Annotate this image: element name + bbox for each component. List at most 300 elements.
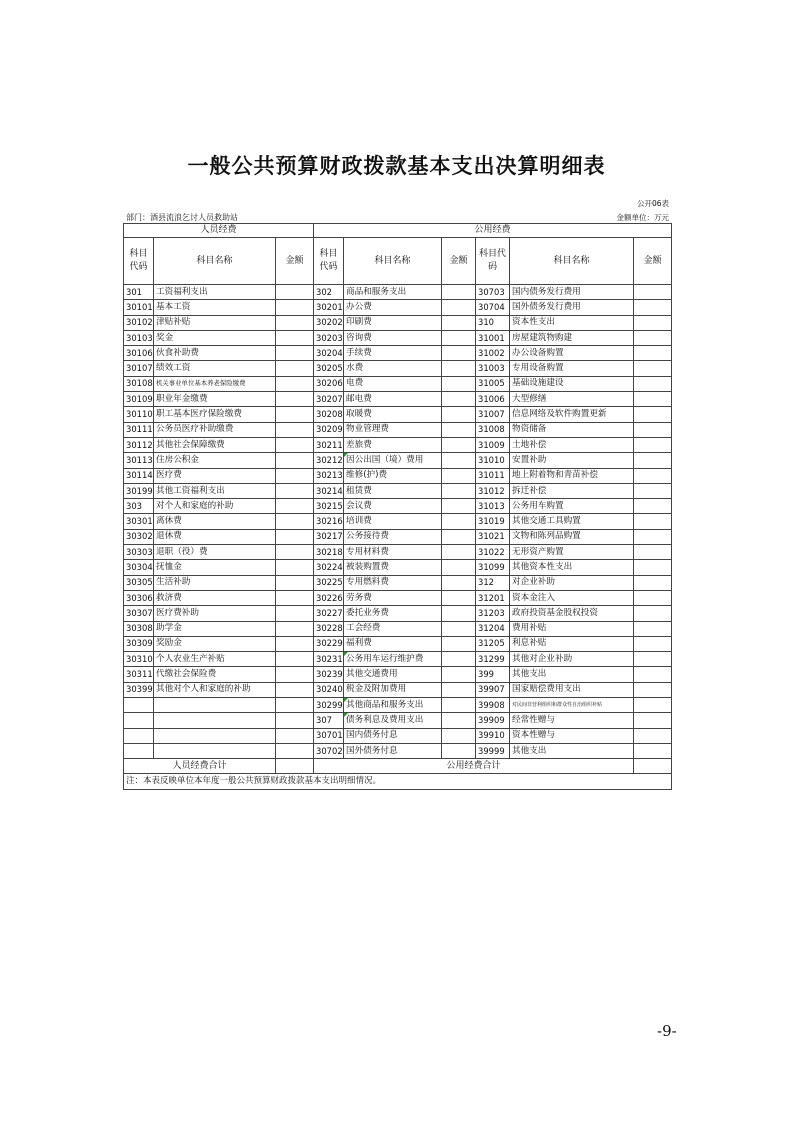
amount-cell — [634, 346, 672, 361]
amount-cell — [276, 361, 314, 376]
amount-cell — [442, 468, 476, 483]
subject-name-cell: 电费 — [344, 376, 442, 391]
table-row — [124, 560, 672, 575]
subject-code-cell: 30226 — [314, 590, 344, 605]
subject-code-cell — [124, 743, 154, 758]
amount-cell — [276, 468, 314, 483]
subject-name-cell: 办公设备购置 — [510, 346, 634, 361]
subject-code-cell: 30212 — [314, 453, 344, 468]
subject-name-cell: 税金及附加费用 — [344, 682, 442, 697]
subject-code-cell: 30201 — [314, 300, 344, 315]
subject-name-cell: 国家赔偿费用支出 — [510, 682, 634, 697]
amount-cell — [634, 483, 672, 498]
amount-cell — [442, 285, 476, 300]
subject-code-cell: 31205 — [476, 636, 510, 651]
subject-code-cell: 30206 — [314, 376, 344, 391]
subject-name-cell: 取暖费 — [344, 407, 442, 422]
subject-code-cell: 30305 — [124, 575, 154, 590]
subject-code-cell: 31007 — [476, 407, 510, 422]
col-header-name-1: 科目名称 — [154, 238, 276, 285]
amount-cell — [442, 361, 476, 376]
subject-code-cell: 31204 — [476, 621, 510, 636]
amount-cell — [276, 437, 314, 452]
subject-name-cell: 资本性赠与 — [510, 728, 634, 743]
subject-code-cell: 30702 — [314, 743, 344, 758]
subject-code-cell: 30114 — [124, 468, 154, 483]
personnel-total-label: 人员经费合计 — [124, 759, 276, 774]
page-title: 一般公共预算财政拨款基本支出决算明细表 — [187, 154, 606, 178]
subject-code-cell: 39909 — [476, 713, 510, 728]
amount-cell — [276, 499, 314, 514]
table-row — [124, 499, 672, 514]
subject-name-cell — [154, 743, 276, 758]
subject-code-cell: 30106 — [124, 346, 154, 361]
subject-code-cell: 30704 — [476, 300, 510, 315]
col-header-code-3: 科目代码 — [476, 238, 510, 285]
amount-cell — [634, 285, 672, 300]
subject-name-cell: 信息网络及软件购置更新 — [510, 407, 634, 422]
subject-code-cell: 30112 — [124, 437, 154, 452]
amount-cell — [276, 285, 314, 300]
amount-cell — [442, 499, 476, 514]
amount-cell — [276, 682, 314, 697]
subject-name-cell: 离休费 — [154, 514, 276, 529]
subject-name-cell: 房屋建筑物购建 — [510, 330, 634, 345]
subject-name-cell: 邮电费 — [344, 392, 442, 407]
col-header-name-2: 科目名称 — [344, 238, 442, 285]
public-total-label: 公用经费合计 — [314, 759, 634, 774]
table-row — [124, 300, 672, 315]
amount-cell — [442, 652, 476, 667]
table-row — [124, 330, 672, 345]
table-row — [124, 453, 672, 468]
subject-code-cell: 30303 — [124, 545, 154, 560]
table-row — [124, 698, 672, 713]
subject-name-cell: 奖金 — [154, 330, 276, 345]
amount-cell — [276, 575, 314, 590]
subject-name-cell: 培训费 — [344, 514, 442, 529]
amount-cell — [634, 453, 672, 468]
amount-cell — [634, 468, 672, 483]
subject-name-cell: 印刷费 — [344, 315, 442, 330]
subject-code-cell: 30306 — [124, 590, 154, 605]
amount-cell — [442, 575, 476, 590]
subject-name-cell: 物业管理费 — [344, 422, 442, 437]
col-header-name-3: 科目名称 — [510, 238, 634, 285]
subject-code-cell: 39910 — [476, 728, 510, 743]
subject-code-cell: 31010 — [476, 453, 510, 468]
subject-code-cell: 30108 — [124, 376, 154, 391]
amount-cell — [442, 590, 476, 605]
amount-cell — [276, 315, 314, 330]
amount-cell — [634, 606, 672, 621]
subject-name-cell: 代缴社会保险费 — [154, 667, 276, 682]
amount-cell — [276, 636, 314, 651]
amount-cell — [442, 682, 476, 697]
amount-cell — [442, 743, 476, 758]
subject-name-cell: 工会经费 — [344, 621, 442, 636]
group-header-row — [124, 224, 672, 238]
amount-cell — [442, 606, 476, 621]
subject-name-cell: 国外债务发行费用 — [510, 300, 634, 315]
table-row — [124, 468, 672, 483]
subject-code-cell: 30101 — [124, 300, 154, 315]
subject-code-cell: 30203 — [314, 330, 344, 345]
amount-cell — [276, 483, 314, 498]
subject-code-cell: 30214 — [314, 483, 344, 498]
amount-cell — [442, 698, 476, 713]
col-header-amount-3: 金额 — [634, 238, 672, 285]
amount-cell — [442, 437, 476, 452]
subject-code-cell: 30110 — [124, 407, 154, 422]
table-row — [124, 667, 672, 682]
amount-cell — [442, 560, 476, 575]
subject-code-cell: 30307 — [124, 606, 154, 621]
subject-code-cell: 39907 — [476, 682, 510, 697]
subject-code-cell: 30228 — [314, 621, 344, 636]
subject-name-cell: 债务利息及费用支出 — [344, 713, 442, 728]
amount-cell — [634, 361, 672, 376]
amount-cell — [276, 713, 314, 728]
amount-cell — [442, 422, 476, 437]
amount-cell — [276, 376, 314, 391]
subject-code-cell: 30207 — [314, 392, 344, 407]
amount-cell — [276, 667, 314, 682]
subject-code-cell: 31022 — [476, 545, 510, 560]
subject-name-cell: 福利费 — [344, 636, 442, 651]
amount-cell — [634, 713, 672, 728]
subject-code-cell: 302 — [314, 285, 344, 300]
subject-name-cell: 资本性支出 — [510, 315, 634, 330]
amount-cell — [634, 682, 672, 697]
amount-cell — [634, 330, 672, 345]
subject-code-cell: 30308 — [124, 621, 154, 636]
subject-name-cell: 办公费 — [344, 300, 442, 315]
subject-name-cell: 其他支出 — [510, 743, 634, 758]
totals-row — [124, 759, 672, 774]
amount-cell — [442, 300, 476, 315]
table-note: 注：本表反映单位本年度一般公共预算财政拨款基本支出明细情况。 — [124, 774, 672, 790]
subject-code-cell: 310 — [476, 315, 510, 330]
subject-name-cell: 对企业补助 — [510, 575, 634, 590]
subject-code-cell: 30202 — [314, 315, 344, 330]
amount-cell — [442, 376, 476, 391]
subject-code-cell: 31021 — [476, 529, 510, 544]
subject-name-cell: 水费 — [344, 361, 442, 376]
subject-code-cell: 30239 — [314, 667, 344, 682]
table-row — [124, 590, 672, 605]
amount-cell — [634, 422, 672, 437]
subject-name-cell: 医疗费 — [154, 468, 276, 483]
subject-name-cell: 救济费 — [154, 590, 276, 605]
subject-name-cell: 职业年金缴费 — [154, 392, 276, 407]
subject-name-cell — [154, 698, 276, 713]
subject-name-cell: 抚恤金 — [154, 560, 276, 575]
subject-code-cell: 30701 — [314, 728, 344, 743]
subject-code-cell: 30209 — [314, 422, 344, 437]
subject-code-cell: 39908 — [476, 698, 510, 713]
subject-code-cell: 30216 — [314, 514, 344, 529]
table-row — [124, 361, 672, 376]
amount-cell — [634, 698, 672, 713]
subject-name-cell: 基础设施建设 — [510, 376, 634, 391]
amount-cell — [276, 743, 314, 758]
subject-name-cell: 助学金 — [154, 621, 276, 636]
subject-code-cell: 30199 — [124, 483, 154, 498]
table-row — [124, 713, 672, 728]
subject-code-cell: 30215 — [314, 499, 344, 514]
subject-code-cell: 312 — [476, 575, 510, 590]
subject-code-cell: 30299 — [314, 698, 344, 713]
subject-code-cell: 30301 — [124, 514, 154, 529]
subject-name-cell: 其他资本性支出 — [510, 560, 634, 575]
table-row — [124, 621, 672, 636]
table-row — [124, 529, 672, 544]
subject-code-cell: 31203 — [476, 606, 510, 621]
subject-name-cell: 医疗费补助 — [154, 606, 276, 621]
amount-cell — [442, 514, 476, 529]
amount-cell — [634, 499, 672, 514]
unit-label: 金额单位：万元 — [616, 213, 669, 222]
amount-cell — [276, 407, 314, 422]
table-row — [124, 315, 672, 330]
amount-cell — [634, 392, 672, 407]
subject-code-cell: 30229 — [314, 636, 344, 651]
amount-cell — [276, 606, 314, 621]
subject-code-cell: 30205 — [314, 361, 344, 376]
amount-cell — [634, 728, 672, 743]
subject-name-cell: 劳务费 — [344, 590, 442, 605]
table-row — [124, 545, 672, 560]
amount-cell — [442, 483, 476, 498]
amount-cell — [276, 346, 314, 361]
subject-name-cell: 会议费 — [344, 499, 442, 514]
subject-code-cell: 30217 — [314, 529, 344, 544]
subject-code-cell: 30311 — [124, 667, 154, 682]
subject-name-cell: 奖励金 — [154, 636, 276, 651]
subject-name-cell: 公务员医疗补助缴费 — [154, 422, 276, 437]
amount-cell — [634, 575, 672, 590]
public-group-header: 公用经费 — [314, 224, 672, 238]
table-row — [124, 422, 672, 437]
table-row — [124, 376, 672, 391]
subject-name-cell — [154, 728, 276, 743]
amount-cell — [442, 621, 476, 636]
subject-code-cell: 30107 — [124, 361, 154, 376]
amount-cell — [442, 636, 476, 651]
subject-name-cell: 专用设备购置 — [510, 361, 634, 376]
amount-cell — [276, 560, 314, 575]
subject-name-cell: 工资福利支出 — [154, 285, 276, 300]
amount-cell — [634, 514, 672, 529]
amount-cell — [442, 667, 476, 682]
subject-name-cell: 大型修缮 — [510, 392, 634, 407]
subject-name-cell: 其他工资福利支出 — [154, 483, 276, 498]
subject-code-cell: 30204 — [314, 346, 344, 361]
subject-code-cell: 31013 — [476, 499, 510, 514]
subject-code-cell: 30213 — [314, 468, 344, 483]
subject-name-cell: 公务用车购置 — [510, 499, 634, 514]
amount-cell — [634, 621, 672, 636]
table-row — [124, 514, 672, 529]
subject-name-cell: 生活补助 — [154, 575, 276, 590]
table-row — [124, 407, 672, 422]
subject-name-cell: 其他对个人和家庭的补助 — [154, 682, 276, 697]
subject-name-cell: 绩效工资 — [154, 361, 276, 376]
subject-name-cell: 国外债务付息 — [344, 743, 442, 758]
amount-cell — [442, 453, 476, 468]
subject-code-cell: 30227 — [314, 606, 344, 621]
column-header-row — [124, 238, 672, 285]
subject-name-cell: 公务用车运行维护费 — [344, 652, 442, 667]
subject-code-cell: 30113 — [124, 453, 154, 468]
subject-code-cell: 31006 — [476, 392, 510, 407]
col-header-code-1: 科目代码 — [124, 238, 154, 285]
subject-name-cell: 差旅费 — [344, 437, 442, 452]
amount-cell — [276, 698, 314, 713]
col-header-amount-1: 金额 — [276, 238, 314, 285]
amount-cell — [442, 713, 476, 728]
table-row — [124, 437, 672, 452]
subject-code-cell: 30302 — [124, 529, 154, 544]
subject-name-cell: 经常性赠与 — [510, 713, 634, 728]
subject-name-cell: 其他商品和服务支出 — [344, 698, 442, 713]
amount-cell — [634, 300, 672, 315]
subject-code-cell: 399 — [476, 667, 510, 682]
subject-name-cell: 国内债务发行费用 — [510, 285, 634, 300]
subject-code-cell: 30310 — [124, 652, 154, 667]
subject-code-cell: 30102 — [124, 315, 154, 330]
subject-name-cell: 维修(护)费 — [344, 468, 442, 483]
subject-code-cell: 30109 — [124, 392, 154, 407]
subject-name-cell: 其他对企业补助 — [510, 652, 634, 667]
department-label: 部门：酒县流浪乞讨人员救助站 — [126, 213, 238, 222]
subject-name-cell: 咨询费 — [344, 330, 442, 345]
subject-code-cell: 30240 — [314, 682, 344, 697]
expenditure-table — [123, 223, 672, 790]
note-row — [124, 774, 672, 790]
subject-name-cell: 租赁费 — [344, 483, 442, 498]
subject-code-cell: 30224 — [314, 560, 344, 575]
amount-cell — [634, 315, 672, 330]
amount-cell — [276, 621, 314, 636]
subject-name-cell: 对民间非营利组织和群众性自治组织补贴 — [510, 698, 634, 713]
subject-code-cell: 30231 — [314, 652, 344, 667]
subject-code-cell: 30111 — [124, 422, 154, 437]
subject-code-cell: 30309 — [124, 636, 154, 651]
amount-cell — [442, 330, 476, 345]
subject-code-cell: 31019 — [476, 514, 510, 529]
subject-name-cell: 利息补贴 — [510, 636, 634, 651]
subject-code-cell: 31299 — [476, 652, 510, 667]
amount-cell — [276, 652, 314, 667]
amount-cell — [442, 545, 476, 560]
subject-code-cell: 30218 — [314, 545, 344, 560]
table-row — [124, 392, 672, 407]
public-total-amount — [634, 759, 672, 774]
subject-code-cell: 301 — [124, 285, 154, 300]
amount-cell — [442, 728, 476, 743]
amount-cell — [442, 529, 476, 544]
subject-name-cell: 商品和服务支出 — [344, 285, 442, 300]
subject-code-cell: 31001 — [476, 330, 510, 345]
subject-code-cell: 31009 — [476, 437, 510, 452]
subject-name-cell: 基本工资 — [154, 300, 276, 315]
subject-code-cell: 307 — [314, 713, 344, 728]
subject-name-cell: 住房公积金 — [154, 453, 276, 468]
subject-name-cell: 其他交通费用 — [344, 667, 442, 682]
amount-cell — [442, 392, 476, 407]
subject-code-cell: 30304 — [124, 560, 154, 575]
col-header-code-2: 科目代码 — [314, 238, 344, 285]
table-row — [124, 483, 672, 498]
subject-name-cell: 职工基本医疗保险缴费 — [154, 407, 276, 422]
subject-name-cell: 其他社会保障缴费 — [154, 437, 276, 452]
subject-code-cell: 30225 — [314, 575, 344, 590]
table-row — [124, 636, 672, 651]
amount-cell — [276, 514, 314, 529]
subject-name-cell: 退职（役）费 — [154, 545, 276, 560]
amount-cell — [276, 590, 314, 605]
subject-name-cell: 其他支出 — [510, 667, 634, 682]
subject-code-cell — [124, 728, 154, 743]
amount-cell — [634, 437, 672, 452]
subject-name-cell: 委托业务费 — [344, 606, 442, 621]
subject-name-cell: 土地补偿 — [510, 437, 634, 452]
subject-name-cell: 专用燃料费 — [344, 575, 442, 590]
amount-cell — [276, 545, 314, 560]
subject-name-cell: 安置补助 — [510, 453, 634, 468]
amount-cell — [276, 453, 314, 468]
subject-name-cell: 机关事业单位基本养老保险缴费 — [154, 376, 276, 391]
page-number: -9- — [657, 1022, 677, 1040]
subject-code-cell — [124, 698, 154, 713]
table-row — [124, 682, 672, 697]
amount-cell — [634, 636, 672, 651]
table-row — [124, 728, 672, 743]
table-row — [124, 606, 672, 621]
subject-name-cell: 资本金注入 — [510, 590, 634, 605]
subject-name-cell: 津贴补贴 — [154, 315, 276, 330]
subject-name-cell: 地上附着物和青苗补偿 — [510, 468, 634, 483]
subject-code-cell: 30208 — [314, 407, 344, 422]
amount-cell — [634, 652, 672, 667]
subject-name-cell: 伙食补助费 — [154, 346, 276, 361]
table-row — [124, 575, 672, 590]
subject-name-cell: 退休费 — [154, 529, 276, 544]
table-row — [124, 346, 672, 361]
subject-name-cell: 对个人和家庭的补助 — [154, 499, 276, 514]
amount-cell — [276, 330, 314, 345]
subject-code-cell: 31002 — [476, 346, 510, 361]
subject-name-cell: 专用材料费 — [344, 545, 442, 560]
subject-code-cell: 31003 — [476, 361, 510, 376]
amount-cell — [276, 728, 314, 743]
amount-cell — [442, 407, 476, 422]
subject-code-cell — [124, 713, 154, 728]
subject-code-cell: 30703 — [476, 285, 510, 300]
personnel-group-header: 人员经费 — [124, 224, 314, 238]
amount-cell — [276, 529, 314, 544]
subject-name-cell: 文物和陈列品购置 — [510, 529, 634, 544]
amount-cell — [276, 392, 314, 407]
subject-name-cell: 费用补贴 — [510, 621, 634, 636]
subject-name-cell — [154, 713, 276, 728]
form-code: 公开06表 — [636, 199, 669, 208]
subject-code-cell: 39999 — [476, 743, 510, 758]
subject-code-cell: 31099 — [476, 560, 510, 575]
table-row — [124, 285, 672, 300]
